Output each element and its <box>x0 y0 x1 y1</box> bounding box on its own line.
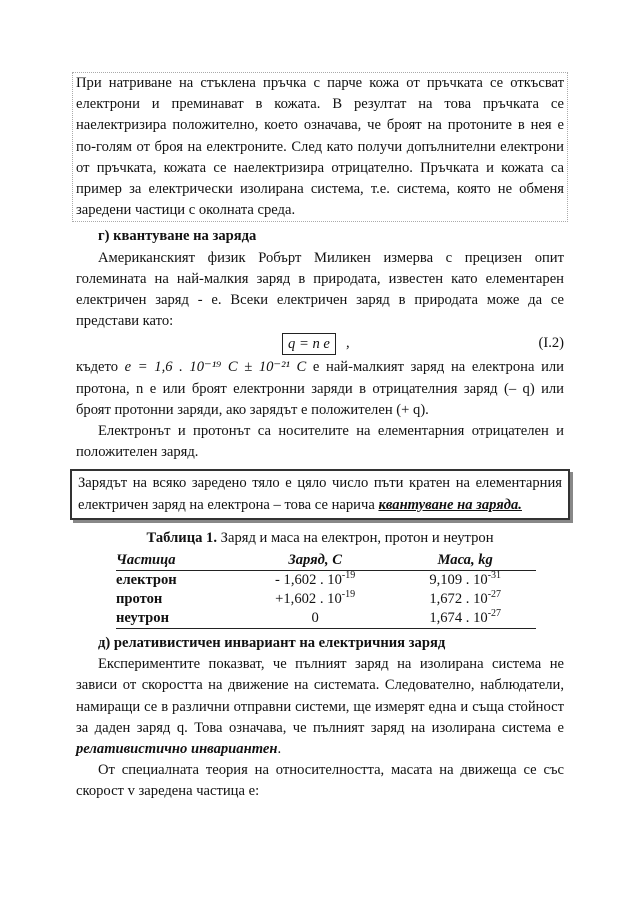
particle-charge: 0 <box>236 609 394 629</box>
table-caption <box>76 528 564 549</box>
particle-mass: 9,109 . $10^{-31}$ <box>429 570 502 589</box>
particle-mass: 1,674 . $10^{-27}$ <box>394 609 536 629</box>
charge-formula: q = n e <box>282 333 336 355</box>
formula-number: (I.2) <box>538 335 564 352</box>
elementary-charge-value: e = 1,6 . 10⁻¹⁹ C ± 10⁻²¹ C <box>124 359 307 376</box>
section-g-heading: г) квантуване на заряда <box>98 228 257 245</box>
millikan-paragraph: Американският физик Робърт Миликен измерва с прецизен опит големината на най-малкия заряд в природата, известен като елементарен електричен заряд - е. Всеки електричен заряд в природата може да се представи като: <box>76 249 564 330</box>
particles-table <box>116 551 536 629</box>
header-mass: Маса, kg <box>394 551 536 571</box>
document-page <box>76 72 564 803</box>
section-d-heading: д) релативистичен инвариант на електричния заряд <box>98 635 446 652</box>
intro-paragraph: При натриване на стъклена пръчка с парче кожа от пръчката се откъсват електрони и преминават в кожата. В резултат на това пръчката се наелектризира положително, което означава, че броят на протоните в нея е по-голям от броя на електроните. След като получи допълнителни електрони от пръчката, кожата се наелектризира отрицателно. Пръчката и кожата са пример за електрически изолирана система, т.е. система, която не обменя заредени частици с околната среда. <box>72 72 568 222</box>
table-row <box>116 590 536 609</box>
carriers-paragraph: Електронът и протонът са носителите на елементарния отрицателен и положителен заряд. <box>76 423 564 461</box>
particle-charge: +1,602 . $10^{-19}$ <box>275 589 356 608</box>
particle-name: неутрон <box>116 609 236 629</box>
particle-charge: - 1,602 . $10^{-19}$ <box>275 570 356 589</box>
formula-row <box>76 333 564 356</box>
formula-comma: , <box>346 335 350 352</box>
table-row <box>116 609 536 629</box>
invariant-term: релативистично инвариантен <box>76 741 278 758</box>
definition-text: Зарядът на всяко заредено тяло е цяло число пъти кратен на елементарния електричен заряд на електрона – това се нарича <box>78 475 562 513</box>
invariance-paragraph: Експериментите показват, че пълният заряд на изолирана система не зависи от скоростта на движение на системата. Следователно, наблюдатели, намиращи се в различни отправни системи, ще измерят една и съща стойност за даден заряд q. Това означава, че пълният заряд на изолирана система е релативистично инвариантен. <box>76 656 564 758</box>
definition-term: квантуване на заряда. <box>378 496 522 513</box>
definition-box <box>70 469 570 519</box>
header-charge: Заряд, С <box>236 551 394 571</box>
table-header-row <box>116 551 536 571</box>
particle-mass: 1,672 . $10^{-27}$ <box>429 589 502 608</box>
relativity-paragraph: От специалната теория на относителността, масата на движеща се със скорост v заредена частица е: <box>76 762 564 800</box>
where-prefix: където <box>76 359 119 376</box>
header-particle: Частица <box>116 551 236 571</box>
table-caption-text: Заряд и маса на електрон, протон и неутрон <box>220 529 494 546</box>
particle-name: електрон <box>116 572 177 589</box>
where-paragraph <box>76 357 564 421</box>
table-row <box>116 571 536 591</box>
particle-name: протон <box>116 591 163 608</box>
table-caption-label: Таблица 1. <box>146 529 217 546</box>
where-rest: е най-малкият заряд на електрона или протона, n е или броят електронни заряди в отрицателния заряд (– q) или броят протонни заряди, ако зарядът е положителен (+ q). <box>76 359 564 418</box>
